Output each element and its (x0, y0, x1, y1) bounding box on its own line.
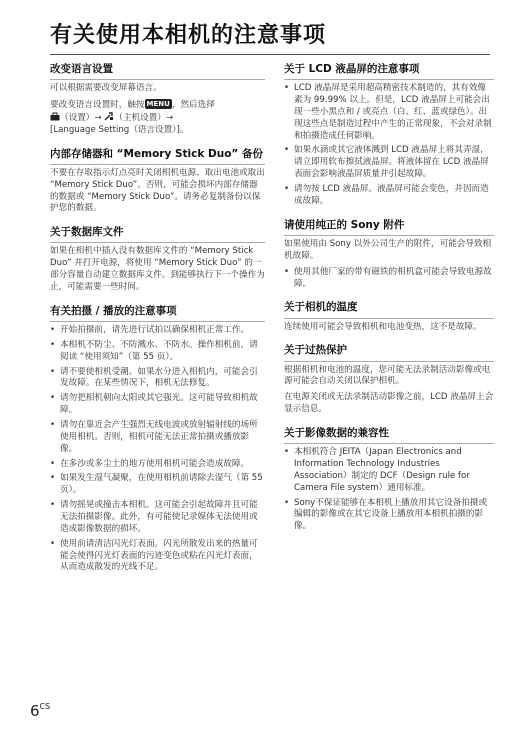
menu-button-icon: MENU (146, 100, 170, 109)
left-column (50, 62, 265, 584)
paragraph: 如果使用由 Sony 以外公司生产的附件，可能会导致相机故障。 (284, 238, 492, 261)
section-accessories (284, 218, 494, 291)
right-column (284, 62, 494, 543)
list-item: • 请不要使相机受潮。如果水分进入相机内，可能会引发故障。在某些情况下，相机无法修复。 (50, 367, 265, 391)
list-item: • 如果水滴或其它液体溅到 LCD 液晶屏上将其弄湿，请立即用软布擦拭液晶屏。将液体留在 LCD 液晶屏表面会影响液晶屏质量并引起故障。 (284, 145, 494, 181)
title-divider (50, 54, 490, 55)
list-item: • 在多沙或多尘土的地方使用相机可能会造成故障。 (50, 459, 265, 471)
list-item: • 使用前请清洁闪光灯表面。闪光所散发出来的热量可能会使得闪光灯表面的污迹变色或粘在闪光灯表面，从而造成散发的光线不足。 (50, 539, 265, 575)
page-title: 有关使用本相机的注意事项 (50, 23, 327, 48)
section-language (50, 62, 265, 137)
section-heading: 改变语言设置 (50, 62, 265, 80)
section-heading: 内部存储器和 “Memory Stick Duo” 备份 (50, 147, 265, 165)
bullet-list (50, 325, 265, 574)
section-heading: 有关拍摄 / 播放的注意事项 (50, 304, 265, 322)
list-item: • LCD 液晶屏是采用超高精密技术制造的，其有效像素为 99.99% 以上。但是，LCD 液晶屏上可能会出现一些小黑点和 / 或亮点（白、红、蓝或绿色）。出现这些点是制造过程中产生的正常现象，不会对录制和拍摄造成任何影响。 (284, 83, 494, 142)
language-instructions (50, 99, 265, 137)
list-item: • Sony不保证能够在本相机上播放用其它设备拍摄或编辑的影像或在其它设备上播放用本相机拍摄的影像。 (284, 498, 494, 534)
instruction-text: 要改变语言设置时，触按 (50, 100, 145, 111)
section-heading: 关于过热保护 (284, 343, 494, 361)
section-heading: 关于影像数据的兼容性 (284, 426, 494, 444)
section-overheat (284, 343, 494, 416)
paragraph: 不要在存取指示灯点亮时关闭相机电源、取出电池或取出 “Memory Stick Duo”。否则，可能会损坏内部存储器的数据或 “Memory Stick Duo”。请务必复制备份以保护您的数据。 (50, 167, 265, 214)
list-item: • 本相机不防尘、不防溅水、不防水。操作相机前，请阅读 “使用须知”（第 55 页）。 (50, 340, 265, 364)
bullet-list (284, 83, 494, 208)
section-temperature (284, 300, 494, 333)
paragraph: 可以根据需要改变屏幕语言。 (50, 83, 162, 94)
list-item: • 请勿把相机朝向太阳或其它强光。这可能导致相机故障。 (50, 393, 265, 417)
section-heading: 关于数据库文件 (50, 225, 265, 243)
camera-settings-icon (104, 112, 114, 121)
section-database (50, 225, 265, 294)
list-item: • 使用其他厂家的带有磁铁的相机盒可能会导致电源故障。 (284, 267, 494, 291)
section-shooting-playback (50, 304, 265, 575)
instruction-text: （设置）→ (60, 112, 102, 123)
section-heading: 关于相机的温度 (284, 300, 494, 318)
page-language-code: CS (39, 702, 51, 711)
paragraph: 在电源关闭或无法录制活动影像之前，LCD 液晶屏上会显示信息。 (284, 392, 494, 415)
list-item: • 请勿按 LCD 液晶屏。液晶屏可能会变色，并因而造成故障。 (284, 184, 494, 208)
page-number-value: 6 (30, 702, 40, 720)
section-lcd (284, 62, 494, 208)
section-heading: 请使用纯正的 Sony 附件 (284, 218, 494, 236)
bullet-list (284, 447, 494, 533)
list-item: • 开始拍摄前，请先进行试拍以确保相机正常工作。 (50, 325, 265, 337)
list-item: • 本相机符合 JEITA（Japan Electronics and Information Technology Industries Association）制定的 DCF（Design rule for Camera File system）通用标准。 (284, 447, 494, 494)
section-memory-backup (50, 147, 265, 216)
page-number (30, 702, 50, 720)
list-item: • 如果发生湿气凝聚，在使用相机前请除去湿气（第 55 页）。 (50, 473, 265, 497)
bullet-list (284, 267, 494, 291)
paragraph: 如果在相机中插入没有数据库文件的 “Memory Stick Duo” 并打开电源，将使用 “Memory Stick Duo” 的一部分容量自动建立数据库文件。到能够执行下一个操作为止，可能需要一些时间。 (50, 246, 265, 292)
section-compatibility (284, 426, 494, 533)
paragraph: 连续使用可能会导致相机和电池变热，这不是故障。 (284, 321, 482, 332)
instruction-text: [Language Setting（语言设置）]。 (50, 124, 189, 135)
list-item: • 请勿在靠近会产生强烈无线电波或放射辐射线的场所使用相机。否则，相机可能无法正常拍摄或播放影像。 (50, 420, 265, 456)
section-heading: 关于 LCD 液晶屏的注意事项 (284, 62, 494, 80)
instruction-text: ，然后选择 (171, 100, 215, 111)
instruction-text: （主机设置）→ (114, 112, 174, 123)
list-item: • 请勿摇晃或撞击本相机。这可能会引起故障并且可能无法拍摄影像。此外，有可能使记录媒体无法使用或造成影像数据的损坏。 (50, 500, 265, 536)
paragraph: 根据相机和电池的温度，您可能无法录制活动影像或电源可能会自动关闭以保护相机。 (284, 364, 491, 387)
toolbox-icon (50, 112, 60, 121)
